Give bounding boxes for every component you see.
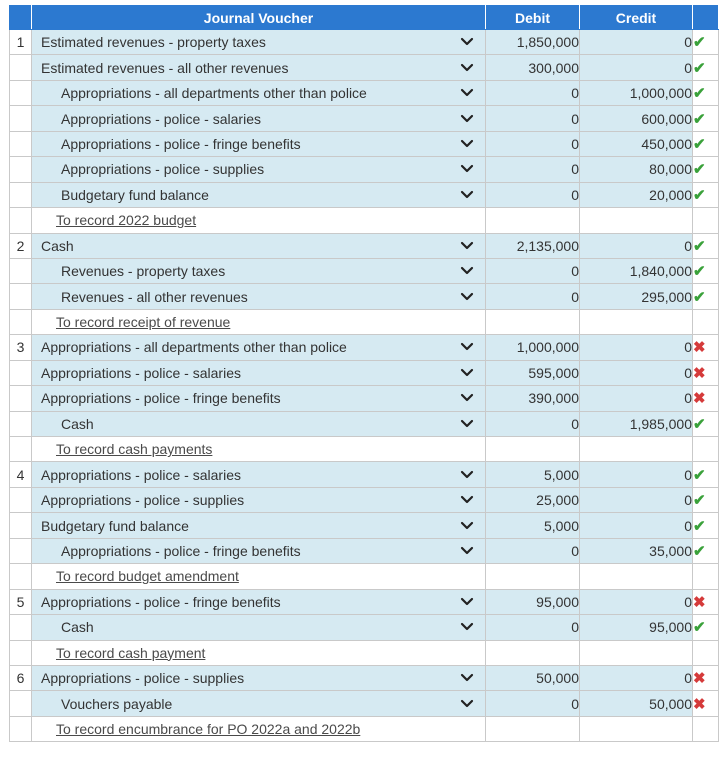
header-debit: Debit <box>486 6 580 30</box>
debit-input[interactable]: 0 <box>486 691 580 716</box>
debit-input[interactable]: 95,000 <box>486 589 580 614</box>
credit-input[interactable]: 1,840,000 <box>580 258 693 283</box>
debit-input[interactable]: 1,850,000 <box>486 30 580 55</box>
chevron-down-icon[interactable] <box>459 671 475 685</box>
memo-text[interactable]: To record cash payments <box>56 441 213 458</box>
entry-number <box>10 131 32 156</box>
account-name: Budgetary fund balance <box>41 517 189 534</box>
memo-text[interactable]: To record receipt of revenue <box>56 314 231 331</box>
mark-cell <box>693 157 719 182</box>
check-icon: ✔ <box>693 492 706 510</box>
journal-row <box>10 30 719 55</box>
chevron-down-icon[interactable] <box>459 391 475 405</box>
check-icon: ✔ <box>693 542 706 560</box>
header-mark-cell <box>693 6 719 30</box>
account-select[interactable] <box>32 258 486 283</box>
debit-input[interactable]: 390,000 <box>486 386 580 411</box>
account-select[interactable] <box>32 360 486 385</box>
entry-number <box>10 284 32 309</box>
account-select[interactable] <box>32 411 486 436</box>
chevron-down-icon[interactable] <box>459 264 475 278</box>
credit-cell <box>580 716 693 741</box>
credit-input[interactable]: 450,000 <box>580 131 693 156</box>
journal-row <box>10 233 719 258</box>
entry-number <box>10 386 32 411</box>
journal-row <box>10 106 719 131</box>
entry-number <box>10 360 32 385</box>
credit-input[interactable]: 0 <box>580 360 693 385</box>
credit-input[interactable]: 0 <box>580 335 693 360</box>
journal-row <box>10 513 719 538</box>
debit-cell <box>486 437 580 462</box>
account-select[interactable] <box>32 233 486 258</box>
chevron-down-icon[interactable] <box>459 417 475 431</box>
entry-number <box>10 182 32 207</box>
chevron-down-icon[interactable] <box>459 468 475 482</box>
credit-input[interactable]: 0 <box>580 589 693 614</box>
cross-icon: ✖ <box>693 593 706 611</box>
journal-row <box>10 487 719 512</box>
account-select[interactable] <box>32 55 486 80</box>
credit-input[interactable]: 35,000 <box>580 538 693 563</box>
entry-number <box>10 487 32 512</box>
credit-cell <box>580 309 693 334</box>
credit-input[interactable]: 0 <box>580 233 693 258</box>
memo-row <box>10 716 719 741</box>
mark-cell <box>693 589 719 614</box>
mark-cell <box>693 106 719 131</box>
journal-row <box>10 615 719 640</box>
debit-input[interactable]: 0 <box>486 80 580 105</box>
mark-cell <box>693 640 719 665</box>
check-icon: ✔ <box>693 288 706 306</box>
credit-input[interactable]: 0 <box>580 665 693 690</box>
check-icon: ✔ <box>693 186 706 204</box>
entry-number <box>10 513 32 538</box>
check-icon: ✔ <box>693 110 706 128</box>
entry-number <box>10 538 32 563</box>
mark-cell <box>693 258 719 283</box>
journal-row <box>10 80 719 105</box>
entry-number <box>10 55 32 80</box>
memo-text[interactable]: To record 2022 budget <box>56 212 197 229</box>
chevron-down-icon[interactable] <box>459 188 475 202</box>
entry-number <box>10 258 32 283</box>
journal-row <box>10 691 719 716</box>
memo-row <box>10 208 719 233</box>
check-icon: ✔ <box>693 135 706 153</box>
memo-text[interactable]: To record encumbrance for PO 2022a and 2022b <box>56 721 361 738</box>
debit-cell <box>486 309 580 334</box>
cross-icon: ✖ <box>693 695 706 713</box>
account-name: Estimated revenues - all other revenues <box>41 59 289 76</box>
chevron-down-icon[interactable] <box>459 35 475 49</box>
account-select[interactable] <box>32 106 486 131</box>
check-icon: ✔ <box>693 415 706 433</box>
account-name: Appropriations - police - fringe benefits <box>41 390 281 407</box>
mark-cell <box>693 55 719 80</box>
cross-icon: ✖ <box>693 670 706 688</box>
mark-cell <box>693 386 719 411</box>
credit-input[interactable]: 50,000 <box>580 691 693 716</box>
journal-row <box>10 284 719 309</box>
account-select[interactable] <box>32 589 486 614</box>
debit-input[interactable]: 50,000 <box>486 665 580 690</box>
mark-cell <box>693 208 719 233</box>
cross-icon: ✖ <box>693 339 706 357</box>
debit-input[interactable]: 0 <box>486 131 580 156</box>
header-number-cell <box>10 6 32 30</box>
account-name: Appropriations - police - supplies <box>61 161 265 178</box>
account-name: Appropriations - police - supplies <box>41 670 245 687</box>
journal-body <box>10 30 719 742</box>
mark-cell <box>693 411 719 436</box>
account-name: Revenues - property taxes <box>61 263 226 280</box>
account-select[interactable] <box>32 487 486 512</box>
header-row <box>10 6 719 30</box>
account-select[interactable] <box>32 538 486 563</box>
entry-number <box>10 691 32 716</box>
debit-input[interactable]: 5,000 <box>486 462 580 487</box>
account-name: Appropriations - police - salaries <box>61 110 261 127</box>
credit-input[interactable]: 0 <box>580 30 693 55</box>
cross-icon: ✖ <box>693 390 706 408</box>
account-name: Appropriations - police - supplies <box>41 492 245 509</box>
chevron-down-icon[interactable] <box>459 493 475 507</box>
entry-number <box>10 208 32 233</box>
cross-icon: ✖ <box>693 364 706 382</box>
credit-input[interactable]: 295,000 <box>580 284 693 309</box>
entry-number: 6 <box>10 665 32 690</box>
account-name: Appropriations - police - fringe benefits <box>41 593 281 610</box>
debit-input[interactable]: 0 <box>486 538 580 563</box>
entry-number <box>10 309 32 334</box>
check-icon: ✔ <box>693 161 706 179</box>
entry-number: 3 <box>10 335 32 360</box>
mark-cell <box>693 716 719 741</box>
credit-input[interactable]: 0 <box>580 462 693 487</box>
mark-cell <box>693 665 719 690</box>
check-icon: ✔ <box>693 237 706 255</box>
memo-row <box>10 640 719 665</box>
debit-input[interactable]: 5,000 <box>486 513 580 538</box>
memo-cell[interactable] <box>32 309 486 334</box>
debit-cell <box>486 564 580 589</box>
chevron-down-icon[interactable] <box>459 137 475 151</box>
mark-cell <box>693 615 719 640</box>
debit-input[interactable]: 1,000,000 <box>486 335 580 360</box>
account-name: Appropriations - police - salaries <box>41 466 241 483</box>
entry-number <box>10 106 32 131</box>
account-name: Appropriations - all departments other than police <box>41 339 347 356</box>
account-select[interactable] <box>32 30 486 55</box>
mark-cell <box>693 691 719 716</box>
chevron-down-icon[interactable] <box>459 290 475 304</box>
mark-cell <box>693 487 719 512</box>
memo-cell[interactable] <box>32 564 486 589</box>
debit-input[interactable]: 0 <box>486 411 580 436</box>
header-title: Journal Voucher <box>32 6 486 30</box>
chevron-down-icon[interactable] <box>459 239 475 253</box>
account-name: Cash <box>41 237 74 254</box>
debit-input[interactable]: 2,135,000 <box>486 233 580 258</box>
journal-row <box>10 462 719 487</box>
journal-row <box>10 360 719 385</box>
memo-text[interactable]: To record budget amendment <box>56 568 239 585</box>
mark-cell <box>693 437 719 462</box>
journal-row <box>10 182 719 207</box>
journal-row <box>10 538 719 563</box>
credit-cell <box>580 208 693 233</box>
credit-input[interactable]: 20,000 <box>580 182 693 207</box>
journal-row <box>10 665 719 690</box>
credit-input[interactable]: 0 <box>580 513 693 538</box>
account-select[interactable] <box>32 665 486 690</box>
chevron-down-icon[interactable] <box>459 519 475 533</box>
check-icon: ✔ <box>693 34 706 52</box>
credit-cell <box>580 640 693 665</box>
account-name: Revenues - all other revenues <box>61 288 248 305</box>
chevron-down-icon[interactable] <box>459 620 475 634</box>
mark-cell <box>693 564 719 589</box>
debit-cell <box>486 716 580 741</box>
debit-input[interactable]: 25,000 <box>486 487 580 512</box>
journal-row <box>10 411 719 436</box>
account-name: Appropriations - police - salaries <box>41 364 241 381</box>
mark-cell <box>693 30 719 55</box>
entry-number: 1 <box>10 30 32 55</box>
entry-number: 4 <box>10 462 32 487</box>
account-select[interactable] <box>32 386 486 411</box>
entry-number: 5 <box>10 589 32 614</box>
entry-number <box>10 437 32 462</box>
journal-row <box>10 55 719 80</box>
check-icon: ✔ <box>693 619 706 637</box>
debit-input[interactable]: 595,000 <box>486 360 580 385</box>
chevron-down-icon[interactable] <box>459 366 475 380</box>
credit-input[interactable]: 80,000 <box>580 157 693 182</box>
memo-cell[interactable] <box>32 208 486 233</box>
memo-cell[interactable] <box>32 437 486 462</box>
mark-cell <box>693 538 719 563</box>
memo-row <box>10 309 719 334</box>
debit-input[interactable]: 0 <box>486 284 580 309</box>
account-select[interactable] <box>32 691 486 716</box>
credit-input[interactable]: 0 <box>580 386 693 411</box>
account-select[interactable] <box>32 335 486 360</box>
mark-cell <box>693 233 719 258</box>
chevron-down-icon[interactable] <box>459 86 475 100</box>
entry-number <box>10 411 32 436</box>
journal-row <box>10 258 719 283</box>
journal-row <box>10 157 719 182</box>
account-name: Appropriations - all departments other than police <box>61 85 367 102</box>
memo-text[interactable]: To record cash payment <box>56 644 206 661</box>
chevron-down-icon[interactable] <box>459 61 475 75</box>
chevron-down-icon[interactable] <box>459 112 475 126</box>
journal-voucher-table <box>9 5 719 742</box>
chevron-down-icon[interactable] <box>459 595 475 609</box>
check-icon: ✔ <box>693 263 706 281</box>
check-icon: ✔ <box>693 85 706 103</box>
credit-cell <box>580 564 693 589</box>
debit-input[interactable]: 0 <box>486 106 580 131</box>
account-name: Appropriations - police - fringe benefits <box>61 135 301 152</box>
credit-cell <box>580 437 693 462</box>
account-name: Vouchers payable <box>61 695 173 712</box>
account-name: Cash <box>61 415 94 432</box>
entry-number <box>10 640 32 665</box>
memo-cell[interactable] <box>32 640 486 665</box>
account-select[interactable] <box>32 80 486 105</box>
credit-input[interactable]: 0 <box>580 55 693 80</box>
header-credit: Credit <box>580 6 693 30</box>
memo-row <box>10 437 719 462</box>
mark-cell <box>693 284 719 309</box>
account-select[interactable] <box>32 513 486 538</box>
mark-cell <box>693 80 719 105</box>
entry-number <box>10 157 32 182</box>
mark-cell <box>693 335 719 360</box>
mark-cell <box>693 309 719 334</box>
memo-cell[interactable] <box>32 716 486 741</box>
account-name: Appropriations - police - fringe benefits <box>61 542 301 559</box>
mark-cell <box>693 182 719 207</box>
journal-row <box>10 131 719 156</box>
account-name: Budgetary fund balance <box>61 186 209 203</box>
memo-row <box>10 564 719 589</box>
mark-cell <box>693 131 719 156</box>
credit-input[interactable]: 600,000 <box>580 106 693 131</box>
debit-input[interactable]: 0 <box>486 258 580 283</box>
debit-cell <box>486 640 580 665</box>
debit-cell <box>486 208 580 233</box>
journal-row <box>10 589 719 614</box>
debit-input[interactable]: 0 <box>486 157 580 182</box>
credit-input[interactable]: 0 <box>580 487 693 512</box>
check-icon: ✔ <box>693 59 706 77</box>
credit-input[interactable]: 1,000,000 <box>580 80 693 105</box>
account-name: Estimated revenues - property taxes <box>41 34 266 51</box>
mark-cell <box>693 360 719 385</box>
credit-input[interactable]: 95,000 <box>580 615 693 640</box>
entry-number <box>10 615 32 640</box>
account-select[interactable] <box>32 182 486 207</box>
account-select[interactable] <box>32 615 486 640</box>
account-select[interactable] <box>32 284 486 309</box>
chevron-down-icon[interactable] <box>459 697 475 711</box>
account-select[interactable] <box>32 462 486 487</box>
account-select[interactable] <box>32 131 486 156</box>
entry-number <box>10 716 32 741</box>
mark-cell <box>693 513 719 538</box>
mark-cell <box>693 462 719 487</box>
check-icon: ✔ <box>693 517 706 535</box>
journal-row <box>10 335 719 360</box>
account-name: Cash <box>61 619 94 636</box>
check-icon: ✔ <box>693 466 706 484</box>
entry-number <box>10 564 32 589</box>
chevron-down-icon[interactable] <box>459 544 475 558</box>
journal-row <box>10 386 719 411</box>
debit-input[interactable]: 0 <box>486 615 580 640</box>
debit-input[interactable]: 300,000 <box>486 55 580 80</box>
credit-input[interactable]: 1,985,000 <box>580 411 693 436</box>
chevron-down-icon[interactable] <box>459 162 475 176</box>
chevron-down-icon[interactable] <box>459 340 475 354</box>
entry-number: 2 <box>10 233 32 258</box>
entry-number <box>10 80 32 105</box>
debit-input[interactable]: 0 <box>486 182 580 207</box>
account-select[interactable] <box>32 157 486 182</box>
